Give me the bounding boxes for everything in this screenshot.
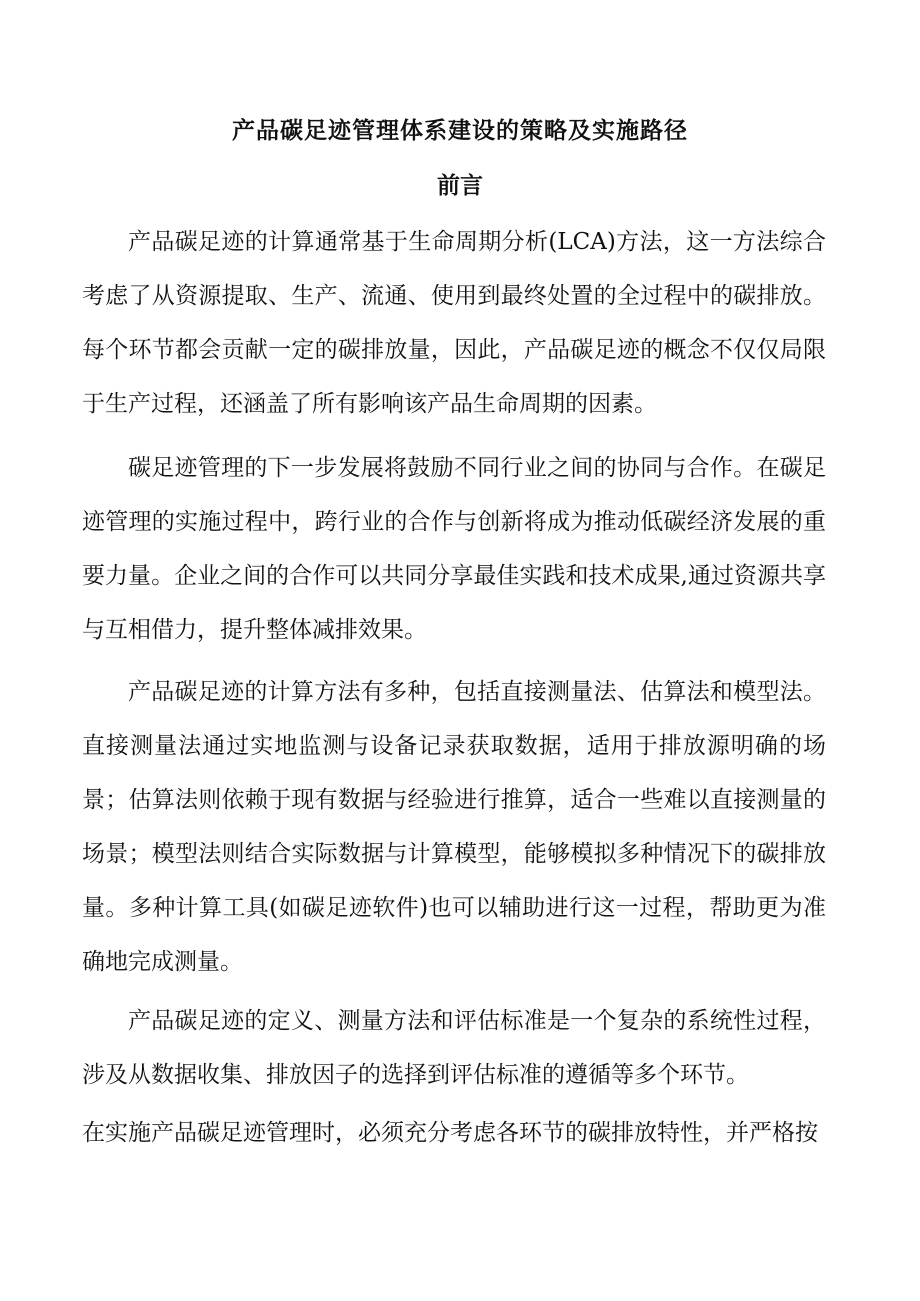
paragraph-definition-and-standards: 产品碳足迹的定义、测量方法和评估标准是一个复杂的系统性过程，涉及从数据收集、排放因子的选择到评估标准的遵循等多个环节。 [82,1008,826,1088]
paragraph-cross-industry-cooperation: 碳足迹管理的下一步发展将鼓励不同行业之间的协同与合作。在碳足迹管理的实施过程中，跨行业的合作与创新将成为推动低碳经济发展的重要力量。企业之间的合作可以共同分享最佳实践和技术成果,通过资源共享与互相借力，提升整体减排效果。 [82,455,826,643]
section-heading: 前言 [437,172,483,199]
document-title: 产品碳足迹管理体系建设的策略及实施路径 [232,117,688,144]
paragraph-calculation-methods: 产品碳足迹的计算方法有多种，包括直接测量法、估算法和模型法。直接测量法通过实地监测与设备记录获取数据，适用于排放源明确的场景；估算法则依赖于现有数据与经验进行推算，适合一些难以直接测量的场景；模型法则结合实际数据与计算模型，能够模拟多种情况下的碳排放量。多种计算工具(如碳足迹软件)也可以辅助进行这一过程，帮助更为准确地完成测量。 [82,679,826,975]
paragraph-lca-method: 产品碳足迹的计算通常基于生命周期分析(LCA)方法，这一方法综合考虑了从资源提取、生产、流通、使用到最终处置的全过程中的碳排放。每个环节都会贡献一定的碳排放量，因此，产品碳足迹的概念不仅仅局限于生产过程，还涵盖了所有影响该产品生命周期的因素。 [82,229,826,417]
paragraph-implementation: 在实施产品碳足迹管理时，必须充分考虑各环节的碳排放特性，并严格按 [82,1120,818,1146]
